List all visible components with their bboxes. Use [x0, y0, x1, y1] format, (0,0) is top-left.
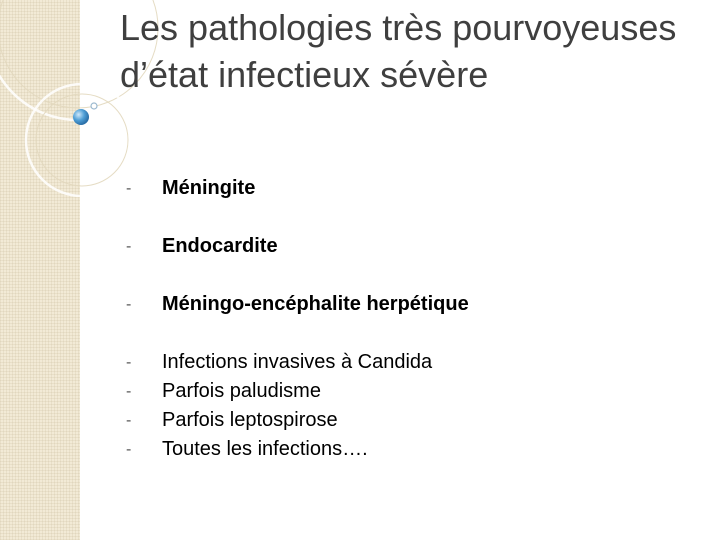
list-item	[118, 290, 698, 319]
list-item	[118, 435, 698, 464]
list-item	[118, 348, 698, 377]
list-item	[118, 377, 698, 406]
list-item	[118, 174, 698, 203]
bullet-dash: -	[126, 296, 132, 313]
list-item-text: Endocardite	[162, 235, 278, 257]
bullet-dash: -	[126, 441, 132, 458]
small-ring-dot-icon	[91, 103, 97, 109]
list-item-text: Méningo-encéphalite herpétique	[162, 293, 469, 315]
list-item	[118, 232, 698, 261]
bullet-dash: -	[126, 238, 132, 255]
list-item-text: Parfois paludisme	[162, 380, 321, 402]
list-item-text: Toutes les infections….	[162, 438, 368, 460]
bullet-dash: -	[126, 354, 132, 371]
side-band-decoration	[0, 0, 80, 540]
slide-title: Les pathologies très pourvoyeuses d’état infectieux sévère	[120, 7, 677, 95]
bullet-list	[118, 174, 698, 464]
bullet-dash: -	[126, 383, 132, 400]
bullet-dash: -	[126, 180, 132, 197]
bullet-dash: -	[126, 412, 132, 429]
list-item-text: Infections invasives à Candida	[162, 351, 433, 373]
list-item	[118, 406, 698, 435]
list-item-text: Méningite	[162, 177, 256, 199]
list-item-text: Parfois leptospirose	[162, 409, 338, 431]
